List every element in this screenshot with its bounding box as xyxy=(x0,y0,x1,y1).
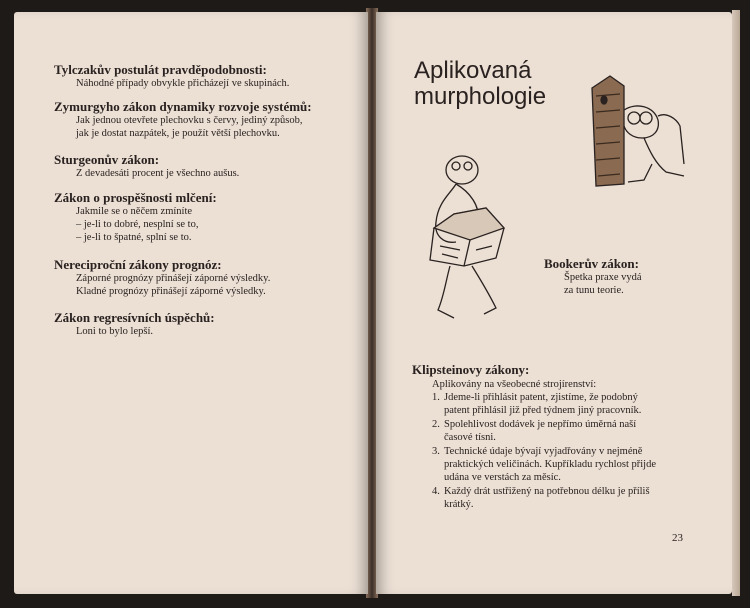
item-text: Každý drát ustřižený na potřebnou délku je příliš xyxy=(444,486,650,497)
law-title: Zymurgyho zákon dynamiky rozvoje systémů: xyxy=(54,99,312,114)
law-text: Jak jednou otevřete plechovku s červy, jediný způsob, xyxy=(76,115,303,126)
booker-title: Bookerův zákon: xyxy=(544,256,639,271)
klipstein-intro: Aplikovány na všeobecné strojírenství: xyxy=(432,379,597,390)
law-prognoses xyxy=(54,257,354,298)
list-item xyxy=(432,391,702,417)
chapter-title xyxy=(414,58,546,110)
item-text: Spolehlivost dodávek je nepřímo úměrná naší xyxy=(444,419,637,430)
item-number: 1. xyxy=(432,392,440,403)
item-number: 4. xyxy=(432,486,440,497)
item-text: časové tísni. xyxy=(444,432,496,443)
list-item xyxy=(432,418,702,444)
law-text: – je-li to dobré, nesplní se to, xyxy=(76,219,199,230)
law-title: Nereciproční zákony prognóz: xyxy=(54,257,222,272)
law-text: Záporné prognózy přinášejí záporné výsledky. xyxy=(76,273,271,284)
law-text: Loni to bylo lepší. xyxy=(76,326,153,337)
item-text: udána ve verstách za měsíc. xyxy=(444,472,561,483)
chapter-title-line2: murphologie xyxy=(414,83,547,110)
booker-line1: Špetka praxe vydá xyxy=(564,272,642,283)
law-sturgeon xyxy=(54,152,354,180)
law-text: jak je dostat nazpátek, je použít větší plechovku. xyxy=(76,128,280,139)
item-text: Jdeme-li přihlásit patent, zjistíme, že podobný xyxy=(444,392,638,403)
list-item xyxy=(432,445,702,484)
item-text: patent přihlásil již před týdnem jiný pracovník. xyxy=(444,405,642,416)
law-title: Zákon o prospěšnosti mlčení: xyxy=(54,190,217,205)
law-title: Tylczakův postulát pravděpodobnosti: xyxy=(54,62,267,77)
law-title: Sturgeonův zákon: xyxy=(54,152,160,167)
law-title: Zákon regresívních úspěchů: xyxy=(54,310,215,325)
item-number: 3. xyxy=(432,446,440,457)
item-text: praktických veličinách. Kupříkladu rychlost přijde xyxy=(444,459,656,470)
law-text: – je-li to špatné, splní se to. xyxy=(76,232,192,243)
page-edge xyxy=(732,10,740,596)
law-tylczak xyxy=(54,62,354,90)
law-zymurgy xyxy=(54,99,354,140)
law-text: Jakmile se o něčem zmíníte xyxy=(76,206,193,217)
list-item xyxy=(432,485,702,511)
law-text: Z devadesáti procent je všechno aušus. xyxy=(76,168,240,179)
klipstein-laws xyxy=(412,362,702,512)
law-silence xyxy=(54,190,354,244)
booker-law xyxy=(544,256,684,297)
item-text: krátký. xyxy=(444,499,474,510)
booker-line2: za tunu teorie. xyxy=(564,285,624,296)
klipstein-title: Klipsteinovy zákony: xyxy=(412,362,530,377)
chapter-title-line1: Aplikovaná xyxy=(414,57,532,84)
item-text: Technické údaje bývají vyjadřovány v nejméně xyxy=(444,446,643,457)
page-number: 23 xyxy=(672,532,683,544)
klipstein-list xyxy=(412,391,702,511)
law-regressive xyxy=(54,310,354,338)
law-text: Kladné prognózy přinášejí záporné výsledky. xyxy=(76,286,266,297)
item-number: 2. xyxy=(432,419,440,430)
peeking-man-illustration xyxy=(584,72,694,192)
man-with-crate-illustration xyxy=(410,150,520,330)
law-text: Náhodné případy obvykle přicházejí ve skupinách. xyxy=(76,78,290,89)
